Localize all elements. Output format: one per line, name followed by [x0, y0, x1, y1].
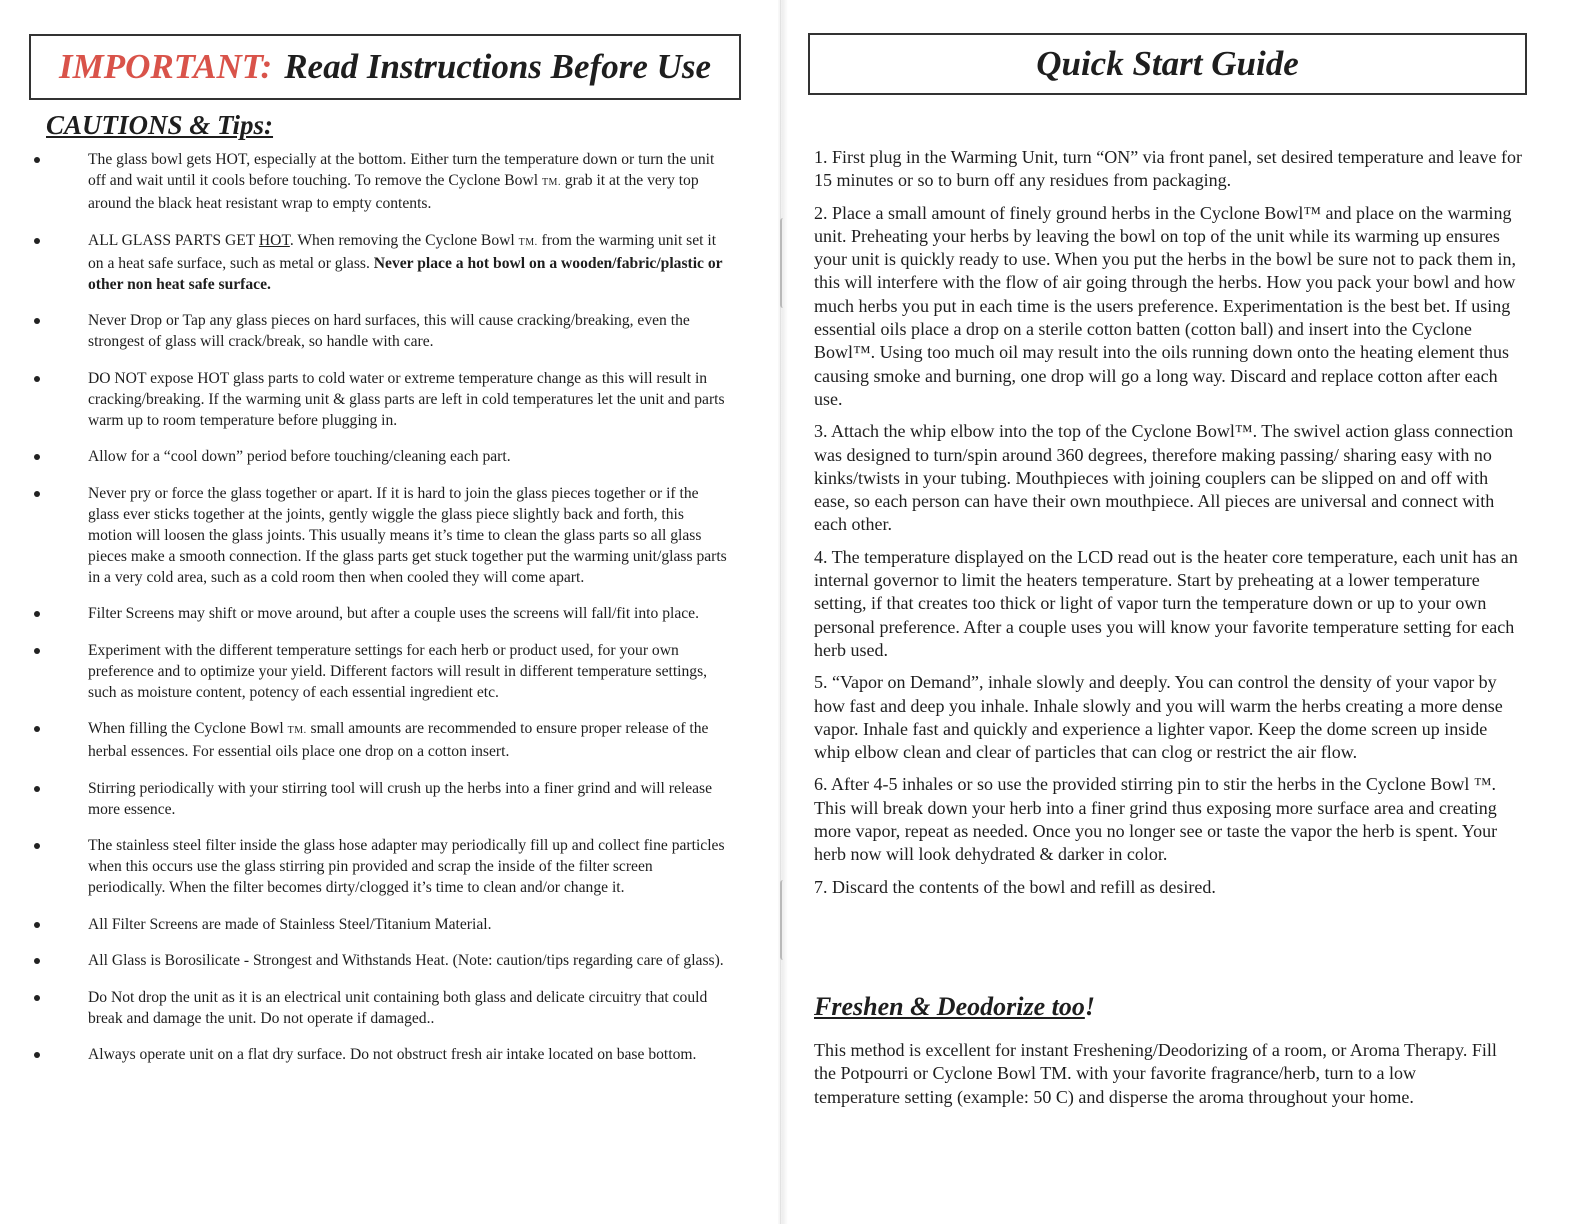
- list-item: Filter Screens may shift or move around, but after a couple uses the screens will fall/fit into place.: [30, 603, 730, 624]
- read-instructions-title: Read Instructions Before Use: [284, 47, 712, 86]
- list-item: All Filter Screens are made of Stainless Steel/Titanium Material.: [30, 914, 730, 935]
- list-item: Never Drop or Tap any glass pieces on hard surfaces, this will cause cracking/breaking, even the strongest of glass will crack/break, so handle with care.: [30, 310, 730, 352]
- step-item: 3. Attach the whip elbow into the top of the Cyclone Bowl™. The swivel action glass connection was designed to turn/spin around 360 degrees, therefore making passing/ sharing easy with no kinks/twists in your tubing. Mouthpieces with joining couplers can be slipped on and off with ease, so each person can have their own mouthpiece. All pieces are universal and connect with each other.: [814, 421, 1514, 535]
- quick-start-title-box: [808, 33, 1527, 95]
- step-item: 5. “Vapor on Demand”, inhale slowly and deeply. You can control the density of your vapor by how fast and deep you inhale. Inhale slowly and you will warm the herbs creating a more dense vapor. Inhale fast and quickly and experience a lighter vapor. Keep the dome screen up inside whip elbow clean and clear of particles that can clog or restrict the air flow.: [814, 672, 1503, 763]
- cautions-heading: CAUTIONS & Tips:: [46, 110, 274, 140]
- list-item: Experiment with the different temperature settings for each herb or product used, for your own preference and to optimize your yield. Different factors will result in different temperature settings, such as moisture content, potency of each essential ingredient etc.: [30, 640, 730, 703]
- step-item: 6. After 4-5 inhales or so use the provided stirring pin to stir the herbs in the Cyclone Bowl ™. This will break down your herb into a finer grind thus exposing more surface area and creating more vapor, repeat as needed. Once you no longer see or taste the vapor the herb is spent. Your herb now will look dehydrated & darker in color.: [814, 774, 1498, 865]
- list-item: The stainless steel filter inside the glass hose adapter may periodically fill up and collect fine particles when this occurs use the glass stirring pin provided and scrap the inside of the filter screen periodically. When the filter becomes dirty/clogged it’s time to clean and/or change it.: [30, 835, 730, 898]
- freshen-paragraph: This method is excellent for instant Freshening/Deodorizing of a room, or Aroma Therapy. Fill the Potpourri or Cyclone Bowl TM. with your favorite fragrance/herb, turn to a low temperature setting (example: 50 C) and disperse the aroma throughout your home.: [814, 1040, 1497, 1107]
- list-item: Allow for a “cool down” period before touching/cleaning each part.: [30, 446, 730, 467]
- left-page: [0, 0, 782, 1224]
- list-item: Always operate unit on a flat dry surface. Do not obstruct fresh air intake located on base bottom.: [30, 1044, 730, 1065]
- step-item: 1. First plug in the Warming Unit, turn “ON” via front panel, set desired temperature and leave for 15 minutes or so to burn off any residues from packaging.: [814, 147, 1523, 191]
- list-item: The glass bowl gets HOT, especially at the bottom. Either turn the temperature down or turn the unit off and wait until it cools before touching. To remove the Cyclone Bowl TM. grab it at the very top around the black heat resistant wrap to empty contents.: [30, 149, 730, 214]
- list-item: When filling the Cyclone Bowl TM. small amounts are recommended to ensure proper release of the herbal essences. For essential oils place one drop on a cotton insert.: [30, 718, 730, 762]
- quick-start-title: Quick Start Guide: [1036, 44, 1299, 83]
- steps-list: [814, 146, 1524, 908]
- important-label: IMPORTANT:: [58, 47, 273, 86]
- list-item: All Glass is Borosilicate - Strongest and Withstands Heat. (Note: caution/tips regarding care of glass).: [30, 950, 730, 971]
- cautions-list: [30, 149, 730, 1081]
- right-page: [792, 0, 1584, 1224]
- important-title-box: [29, 34, 741, 100]
- step-item: 7. Discard the contents of the bowl and refill as desired.: [814, 876, 1216, 897]
- list-item: Do Not drop the unit as it is an electrical unit containing both glass and delicate circuitry that could break and damage the unit. Do not operate if damaged..: [30, 987, 730, 1029]
- list-item: DO NOT expose HOT glass parts to cold water or extreme temperature change as this will result in cracking/breaking. If the warming unit & glass parts are left in cold temperatures let the unit and parts warm up to room temperature before plugging in.: [30, 368, 730, 431]
- list-item: ALL GLASS PARTS GET HOT. When removing the Cyclone Bowl TM. from the warming unit set it on a heat safe surface, such as metal or glass. Never place a hot bowl on a wooden/fabric/plastic or other non heat safe surface.: [30, 230, 730, 295]
- list-item: Never pry or force the glass together or apart. If it is hard to join the glass pieces together or if the glass ever sticks together at the joints, gently wiggle the glass piece slightly back and forth, this motion will loosen the glass joints. This usually means it’s time to clean the glass parts so all glass pieces make a smooth connection. If the glass parts get stuck together put the warming unit/glass parts in a very cold area, such as a cold room then when cooled they will come apart.: [30, 483, 730, 588]
- step-item: 2. Place a small amount of finely ground herbs in the Cyclone Bowl™ and place on the warming unit. Preheating your herbs by leaving the bowl on top of the unit while its warming up ensures your unit is quickly ready to use. When you put the herbs in the bowl be sure not to pack them in, this will interfere with the flow of air going through the herbs. How you pack your bowl and how much herbs you put in each time is the users preference. Experimentation is the best bet. If using essential oils place a drop on a sterile cotton batten (cotton ball) and insert into the Cyclone Bowl™. Using too much oil may result into the oils running down onto the heating element thus causing smoke and burning, one drop will go a long way. Discard and replace cotton after each use.: [814, 202, 1517, 409]
- step-item: 4. The temperature displayed on the LCD read out is the heater core temperature, each unit has an internal governor to limit the heaters temperature. Start by preheating at a lower temperature setting, if that creates too thick or light of vapor turn the temperature down or up to your own personal preference. After a couple uses you will know your favorite temperature setting for each herb used.: [814, 546, 1518, 660]
- freshen-heading: Freshen & Deodorize too!: [814, 992, 1095, 1021]
- list-item: Stirring periodically with your stirring tool will crush up the herbs into a finer grind and will release more essence.: [30, 778, 730, 820]
- heat-safe-warning: Never place a hot bowl on a wooden/fabric/plastic or other non heat safe surface.: [88, 254, 723, 293]
